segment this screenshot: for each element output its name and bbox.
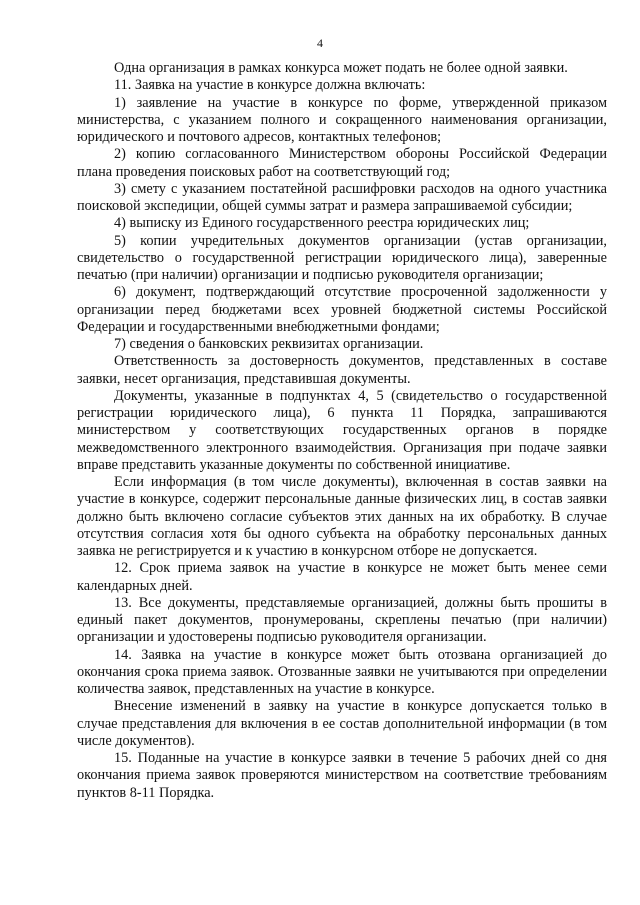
- paragraph-personal-data: Если информация (в том числе документы), включенная в состав заявки на участие в конкурсе, содержит персональные данные физических лиц, в состав заявки должно быть включено согласие субъектов этих данных на их обработку. В случае отсутствия согласия хотя бы одного субъекта на обработку персональных данных заявка не регистрируется и к участию в конкурсном отборе не допускается.: [77, 474, 607, 559]
- paragraph-subitem-7: 7) сведения о банковских реквизитах организации.: [114, 336, 424, 352]
- paragraph-subitem-4: 4) выписку из Единого государственного реестра юридических лиц;: [114, 215, 530, 232]
- paragraph-subitem-5: 5) копии учредительных документов организации (устав организации, свидетельство о государственной регистрации юридического лица), заверенные печатью (при наличии) организации и подписью руководителя организации;: [77, 232, 607, 283]
- document-body: [77, 60, 607, 802]
- paragraph-item-11-heading: 11. Заявка на участие в конкурсе должна включать:: [114, 77, 426, 94]
- paragraph-item-13: 13. Все документы, представляемые организацией, должны быть прошиты в единый пакет документов, пронумерованы, скреплены печатью (при наличии) организации и удостоверены подписью руководителя организации.: [77, 594, 607, 646]
- page-number: 4: [317, 36, 323, 50]
- paragraph-subitem-1: 1) заявление на участие в конкурсе по форме, утвержденной приказом министерства, с указанием полного и сокращенного наименования организации, юридического и почтового адресов, контактных телефонов;: [77, 94, 607, 145]
- paragraph-amendments: Внесение изменений в заявку на участие в конкурсе допускается только в случае представления для включения в ее состав дополнительной информации (в том числе документов).: [77, 698, 607, 749]
- paragraph-interagency-request: Документы, указанные в подпунктах 4, 5 (свидетельство о государственной регистрации юридического лица), 6 пункта 11 Порядка, запрашиваются министерством у соответствующих государственных органов в порядке межведомственного электронного взаимодействия. Организация при подаче заявки вправе представить указанные документы по собственной инициативе.: [77, 387, 607, 473]
- paragraph-responsibility: Ответственность за достоверность документов, представленных в составе заявки, несет организация, представившая документы.: [77, 353, 607, 387]
- paragraph-one-application-limit: Одна организация в рамках конкурса может подать не более одной заявки.: [114, 60, 568, 76]
- paragraph-item-15: 15. Поданные на участие в конкурсе заявки в течение 5 рабочих дней со дня окончания приема заявок проверяются министерством на соответствие требованиям пунктов 8-11 Порядка.: [77, 750, 607, 801]
- paragraph-item-14: 14. Заявка на участие в конкурсе может быть отозвана организацией до окончания срока приема заявок. Отозванные заявки не учитываются при определении количества заявок, представленных на участие в конкурсе.: [77, 646, 607, 697]
- paragraph-subitem-3: 3) смету с указанием постатейной расшифровки расходов на одного участника поисковой экспедиции, общей суммы затрат и размера запрашиваемой субсидии;: [77, 180, 607, 214]
- paragraph-item-12: 12. Срок приема заявок на участие в конкурсе не может быть менее семи календарных дней.: [77, 560, 607, 594]
- paragraph-subitem-6: 6) документ, подтверждающий отсутствие просроченной задолженности у организации перед бюджетами всех уровней бюджетной системы Российской Федерации и государственными внебюджетными фондами;: [77, 284, 607, 335]
- paragraph-subitem-2: 2) копию согласованного Министерством обороны Российской Федерации плана проведения поисковых работ на соответствующий год;: [77, 146, 607, 180]
